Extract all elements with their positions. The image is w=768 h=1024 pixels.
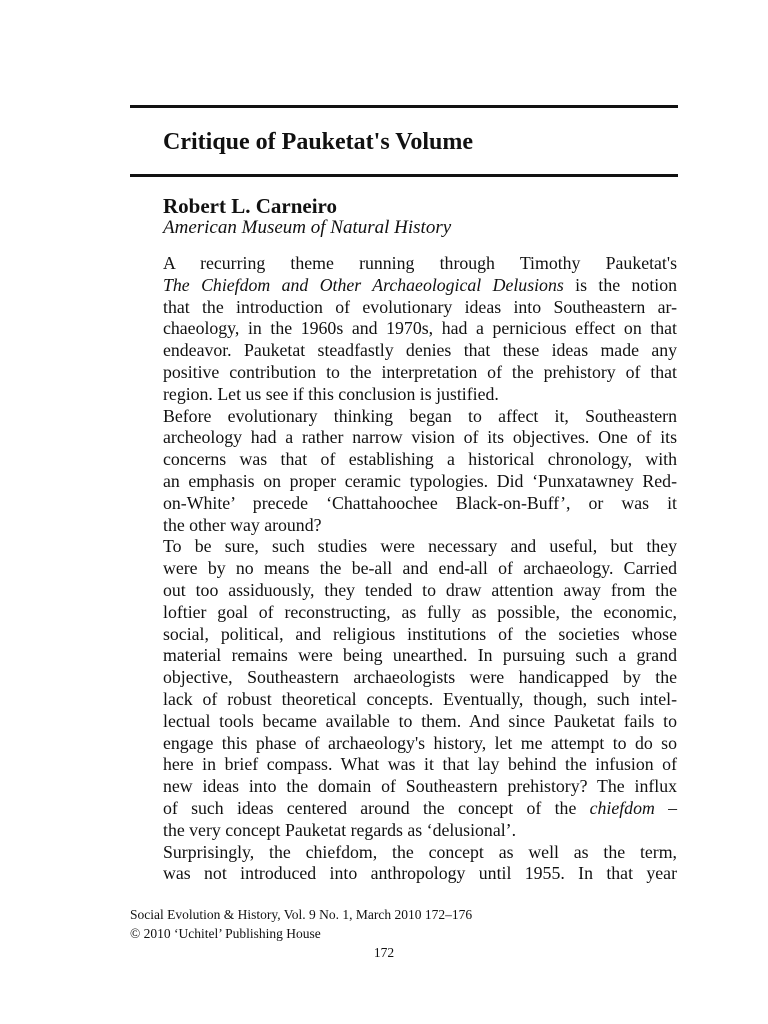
body-line: the very concept Pauketat regards as ‘delusional’. [163, 819, 517, 840]
body-line: region. Let us see if this conclusion is justified. [163, 383, 499, 404]
body-line: on-White’ precede ‘Chattahoochee Black-on-Buff’, or was it [163, 492, 677, 513]
body-line: the other way around? [163, 514, 322, 535]
body-line: was not introduced into anthropology until 1955. In that year [163, 863, 677, 884]
body-line: lectual tools became available to them. And since Pauketat fails to [163, 710, 677, 731]
body-line: were by no means the be-all and end-all of archaeology. Carried [163, 558, 677, 579]
body-line: out too assiduously, they tended to draw attention away from the [163, 579, 677, 600]
body-line: archeology had a rather narrow vision of its objectives. One of its [163, 427, 677, 448]
body-line: chaeology, in the 1960s and 1970s, had a pernicious effect on that [163, 318, 677, 339]
body-line: positive contribution to the interpretation of the prehistory of that [163, 361, 677, 382]
body-line: objective, Southeastern archaeologists were handicapped by the [163, 667, 677, 688]
body-line: concerns was that of establishing a historical chronology, with [163, 449, 677, 470]
paragraph-3 [130, 536, 677, 841]
body-line: engage this phase of archaeology's history, let me attempt to do so [163, 732, 677, 753]
body-line: loftier goal of reconstructing, as fully as possible, the economic, [163, 601, 677, 622]
body-text: – [654, 797, 677, 818]
copyright-line: © 2010 ‘Uchitel’ Publishing House [130, 926, 321, 941]
body-text: is the notion [563, 274, 677, 295]
footer-citation-block [130, 905, 472, 943]
top-rule [130, 105, 678, 108]
book-title: The Chiefdom and Other Archaeological Delusions [163, 274, 564, 295]
body-line: Before evolutionary thinking began to affect it, Southeastern [163, 405, 677, 426]
paragraph-4 [130, 842, 677, 886]
paragraph-1 [130, 253, 677, 406]
author-name: Robert L. Carneiro [163, 194, 337, 218]
body-line [130, 275, 677, 297]
body-line: social, political, and religious institutions of the societies whose [163, 623, 677, 644]
body-line: To be sure, such studies were necessary and useful, but they [163, 536, 677, 557]
body-line: an emphasis on proper ceramic typologies. Did ‘Punxatawney Red- [163, 470, 677, 491]
body-text: of such ideas centered around the concept of the [163, 797, 590, 818]
body-line: A recurring theme running through Timothy Pauketat's [163, 253, 677, 273]
journal-citation: Social Evolution & History, Vol. 9 No. 1, March 2010 172–176 [130, 907, 473, 922]
title-rule [130, 174, 678, 177]
term-chiefdom: chiefdom [589, 797, 655, 818]
body-line: material remains were being unearthed. In pursuing such a grand [163, 645, 677, 666]
author-affiliation: American Museum of Natural History [163, 217, 452, 238]
article-title: Critique of Pauketat's Volume [163, 129, 474, 155]
body-line: Surprisingly, the chiefdom, the concept as well as the term, [163, 841, 677, 862]
body-line: endeavor. Pauketat steadfastly denies that these ideas made any [163, 340, 677, 361]
body-line: that the introduction of evolutionary ideas into Southeastern ar- [163, 296, 677, 317]
body-line [130, 798, 677, 820]
page-number: 172 [373, 945, 395, 960]
body-line: new ideas into the domain of Southeastern prehistory? The influx [163, 776, 677, 797]
body-line: here in brief compass. What was it that lay behind the infusion of [163, 754, 677, 775]
paragraph-2 [130, 406, 677, 537]
body-line: lack of robust theoretical concepts. Eventually, though, such intel- [163, 688, 677, 709]
article-body [130, 253, 677, 885]
